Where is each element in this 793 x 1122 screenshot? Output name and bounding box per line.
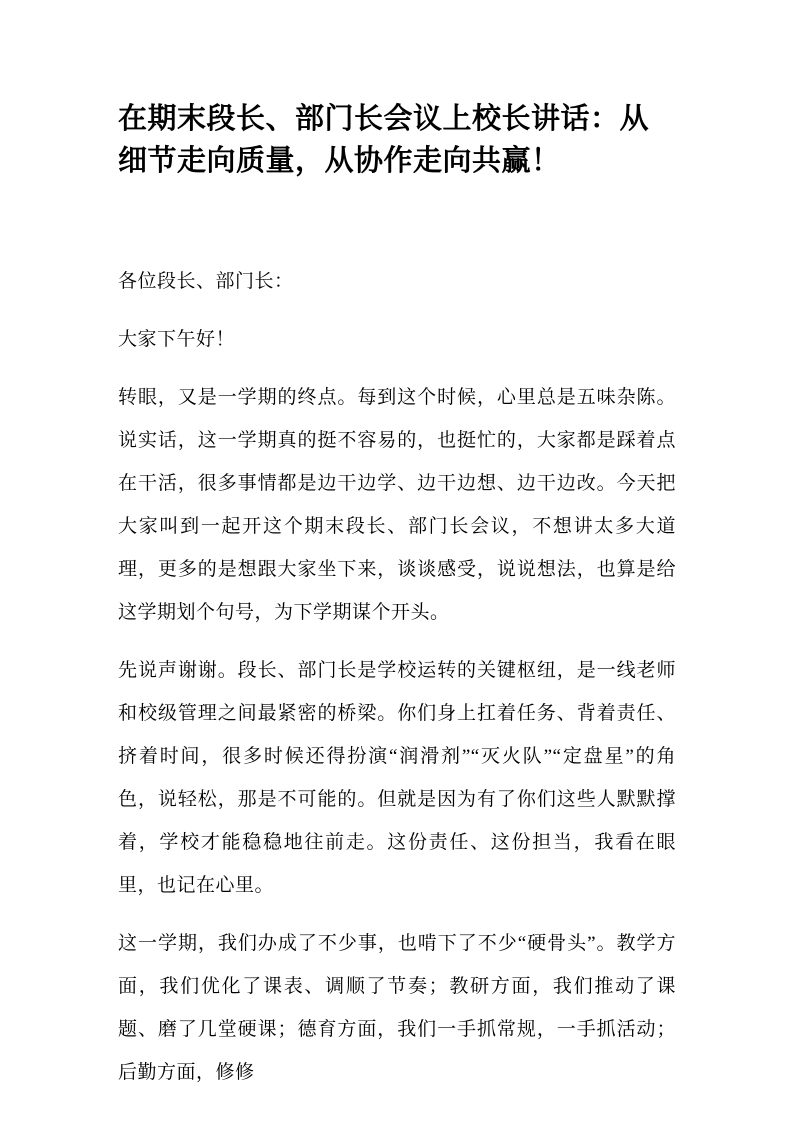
paragraph-salutation: 各位段长、部门长： — [118, 271, 294, 292]
paragraph-thanks: 先说声谢谢。段长、部门长是学校运转的关键枢纽，是一线老师和校级管理之间最紧密的桥梁。你们身上扛着任务、背着责任、挤着时间，很多时候还得扮演“润滑剂”“灭火队”“定盘星”的角色，说轻松，那是不可能的。但就是因为有了你们这些人默默撑着，学校才能稳稳地往前走。这份责任、这份担当，我看在眼里，也记在心里。 — [118, 660, 676, 896]
paragraph-achievements: 这一学期，我们办成了不少事，也啃下了不少“硬骨头”。教学方面，我们优化了课表、调顺了节奏；教研方面，我们推动了课题、磨了几堂硬课；德育方面，我们一手抓常规，一手抓活动；后勤方面，修修 — [118, 933, 676, 1083]
document-body — [118, 260, 676, 1094]
paragraph-opening: 转眼，又是一学期的终点。每到这个时候，心里总是五味杂陈。说实话，这一学期真的挺不容易的，也挺忙的，大家都是踩着点在干活，很多事情都是边干边学、边干边想、边干边改。今天把大家叫到一起开这个期末段长、部门长会议，不想讲太多大道理，更多的是想跟大家坐下来，谈谈感受，说说想法，也算是给这学期划个句号，为下学期谋个开头。 — [118, 387, 676, 623]
document-title: 在期末段长、部门长会议上校长讲话：从细节走向质量，从协作走向共赢！ — [118, 103, 650, 177]
paragraph-greeting: 大家下午好！ — [118, 329, 236, 350]
